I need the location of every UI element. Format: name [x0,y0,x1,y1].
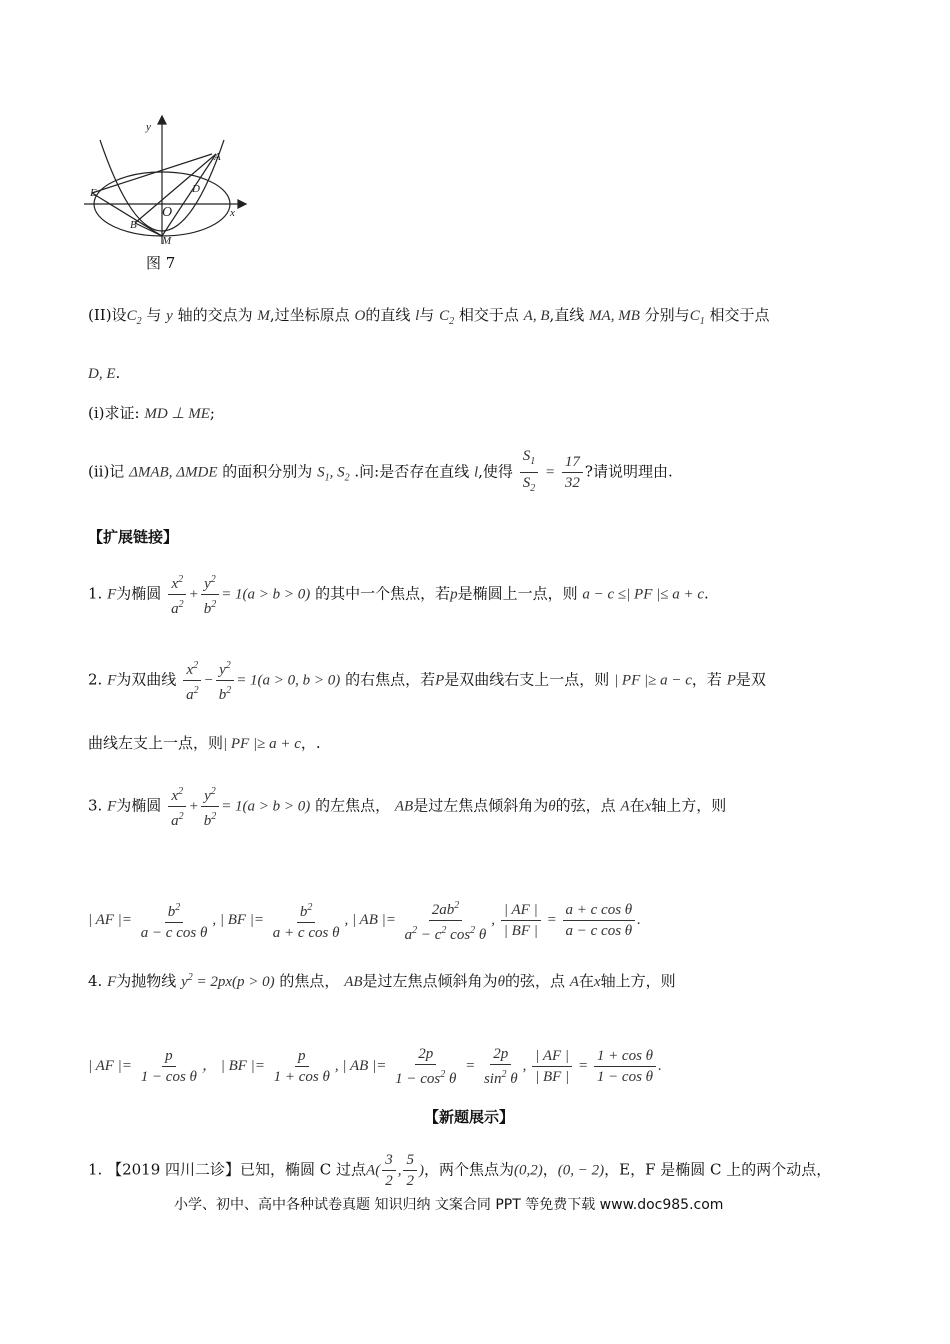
m: = 1(a > b > 0) [221,586,311,603]
t: θ [445,1071,457,1087]
t: 1 + cos θ [594,1046,656,1067]
fraction [168,782,187,831]
t: | BF | [503,923,538,939]
footer-text: 小学、初中、高中各种试卷真题 知识归纳 文案合同 PPT 等免费下载 www.doc985.com [174,1197,724,1213]
t: | BF | [535,1069,570,1085]
t: 为椭圆 [116,584,162,603]
m: D, E [88,366,116,382]
t: ?请说明理由. [584,462,673,481]
part2-ii [88,446,673,499]
t: | BF |= [220,1057,265,1074]
t: 3. [88,796,103,815]
fraction [271,1046,333,1087]
m: x [593,974,601,990]
sub: 1 [530,456,536,467]
m: (0,2) [513,1162,543,1179]
t: | AF |= [88,911,132,928]
sup: 2 [412,925,418,936]
t: a [171,601,179,617]
sup: 2 [226,685,232,696]
item-3-formulas [88,896,641,945]
m: AB [344,974,363,990]
sup: 2 [210,786,216,797]
t: cos [446,927,471,943]
t: y [204,788,211,804]
sup: 2 [193,660,199,671]
label-m: M [162,235,172,247]
t: 曲线左支上一点，则 [88,734,224,752]
label-o: O [162,205,173,220]
sup: 2 [470,925,476,936]
sup: 2 [187,972,193,983]
m: + [188,798,199,815]
sup: 2 [210,574,216,585]
t: 的弦，点 [555,796,616,815]
fraction [501,900,541,941]
t: 为抛物线 [116,972,177,990]
sub: 2 [136,316,142,327]
item-3 [88,782,726,831]
t: 为椭圆 [116,796,162,815]
t: 2 [385,1173,393,1189]
m: A, B [523,308,550,324]
t: 1 + cos θ [273,1069,330,1085]
t: 与 [419,306,435,324]
m: , [397,1162,402,1179]
m: C [439,308,450,324]
sup: 2 [175,902,181,913]
m: F [107,586,117,603]
item-2 [88,656,766,705]
m: F [107,672,117,689]
t: θ [475,927,487,943]
m: F [107,798,117,815]
t: S [522,475,531,491]
sup: 2 [307,902,313,913]
part2-i [88,402,215,423]
t: p [162,1046,176,1067]
t: x [186,662,194,678]
t: | AB |= [351,911,396,928]
t: b [167,904,176,920]
m: AB [394,798,414,815]
t: 1. [88,584,103,603]
sup: 2 [178,786,184,797]
m: ) [418,1162,424,1179]
fraction [201,782,220,831]
t: x [171,788,179,804]
fraction [563,900,636,941]
t: | BF |= [219,911,265,928]
t: a − c cos θ [565,923,633,939]
t: a [171,813,179,829]
t: 5 [403,1150,417,1171]
t: 是双曲线右支上一点，则 [444,670,610,689]
t: 2p [490,1044,511,1065]
fraction [594,1046,656,1087]
m: l [473,464,479,481]
fraction [138,1046,200,1087]
m: = [545,464,556,481]
t: x [171,576,179,592]
fraction [382,1150,396,1191]
t: 1 − cos [395,1071,441,1087]
label-y: y [146,121,151,133]
t: | AB |= [342,1057,387,1074]
t: a + c cos θ [272,925,340,941]
t: 分别与 [644,306,690,324]
m: S [317,464,325,481]
sup: 2 [211,811,217,822]
t: b [203,813,212,829]
t: ，若 [691,670,722,689]
t: a [186,687,194,703]
t: 2ab [431,902,455,918]
t: , [491,911,496,928]
m: M [257,308,270,324]
t: 轴上方，则 [651,796,727,815]
t: ，两个焦点为 [423,1160,514,1179]
fraction [403,1150,417,1191]
t: 的弦，点 [504,972,565,990]
t: 3 [382,1150,396,1171]
m: x [644,798,652,815]
t: 为双曲线 [116,670,177,689]
label-d: D [192,183,200,195]
t: 的右焦点，若 [345,670,436,689]
m: C [689,308,700,324]
m: MD ⊥ ME [144,406,210,422]
label-x: x [230,207,235,219]
t: . [115,364,121,382]
t: 的直线 [365,306,411,324]
sup: 2 [441,925,447,936]
m: − [203,672,214,689]
t: θ [506,1071,518,1087]
t: 的焦点， [279,972,340,990]
sub: 1 [324,472,330,484]
t: b [203,601,212,617]
t: 1. 【2019 四川二诊】已知，椭圆 C 过点 [88,1160,367,1179]
part2-line1 [88,304,770,327]
fraction [168,570,187,619]
t: ，E，F 是椭圆 C 上的两个动点， [604,1160,832,1179]
t: (ii)记 [88,462,125,481]
m: θ [497,974,505,990]
t: 的左焦点， [315,796,391,815]
t: 是过左焦点倾斜角为 [362,972,498,990]
fraction [138,898,211,943]
t: (i)求证: [88,404,140,422]
m: O [354,308,366,324]
t: p [295,1046,309,1067]
section-extension-links: 【扩展链接】 [88,528,179,546]
t: 是椭圆上一点，则 [457,584,578,603]
t: 17 [562,452,583,473]
t: 32 [564,475,580,491]
sup: 2 [193,685,199,696]
fraction [201,570,220,619]
m: A [569,974,579,990]
t: 轴的交点为 [177,306,253,324]
t: 2. [88,670,103,689]
fraction [532,1046,572,1087]
m: ΔMAB, ΔMDE [129,464,218,481]
m: F [107,974,117,990]
item-2-cont [88,732,321,753]
t: .问:是否存在直线 [354,462,470,481]
t: 与 [146,306,162,324]
m: p [450,586,458,603]
item-4-formulas [88,1044,662,1089]
t: ,使得 [478,462,513,481]
t: . [658,1057,662,1074]
t: , [212,911,217,928]
fraction [402,896,490,945]
figure-caption: 图 7 [146,254,176,272]
m: = 2px(p > 0) [192,974,275,990]
sub: 1 [699,316,705,327]
sub: 2 [344,472,350,484]
t: a − c cos θ [140,925,208,941]
sup: 2 [440,1069,446,1080]
t: | AF |= [88,1057,132,1074]
fraction [392,1044,459,1089]
m: = 1(a > b > 0) [221,798,311,815]
m: y [166,308,173,324]
fraction [520,446,539,499]
m: P [435,672,445,689]
fraction [481,1044,521,1089]
sup: 2 [225,660,231,671]
t: | AF | [532,1046,572,1067]
item-4 [88,970,676,991]
m: | PF |≥ a − c [614,672,692,689]
t: ，. [300,734,321,752]
t: , [334,1057,339,1074]
t: . [704,584,709,603]
t: ,直线 [549,306,585,324]
sub: 2 [449,316,455,327]
part2-line2 [88,364,120,383]
t: 相交于点 [709,306,770,324]
t: a + c cos θ [563,900,636,921]
label-b: B [130,219,137,231]
m: = 1(a > 0, b > 0) [236,672,341,689]
m: , S [329,464,345,481]
t: − c [417,927,442,943]
fraction [562,452,583,493]
fraction [270,898,343,943]
t: | AF | [501,900,541,921]
t: S [522,448,531,464]
t: b [218,687,227,703]
t: , [522,1057,527,1074]
t: y [204,576,211,592]
t: y [219,662,226,678]
m: l [415,308,420,324]
t: , [344,911,349,928]
t: 在 [629,796,645,815]
t: 1 − cos θ [140,1069,197,1085]
t: ， [201,1057,217,1074]
fraction [216,656,235,705]
t: 2p [415,1044,436,1065]
m: + [188,586,199,603]
sup: 2 [211,599,217,610]
t: 2 [406,1173,414,1189]
item-1 [88,570,709,619]
m: A [620,798,630,815]
m: y [181,974,188,990]
new-question-1 [88,1150,831,1191]
t: (II)设 [88,306,127,324]
m: MA, MB [589,308,640,324]
t: 4. [88,972,103,990]
t: = [465,1057,476,1074]
m: a − c ≤| PF |≤ a + c [582,586,704,603]
m: C [126,308,137,324]
t: ; [209,404,215,422]
t: = [546,911,557,928]
t: 相交于点 [458,306,519,324]
fraction [183,656,202,705]
sub: 2 [530,483,536,494]
t: a [404,927,413,943]
t: sin [483,1071,502,1087]
t: . [637,911,641,928]
m: A( [366,1162,381,1179]
sup: 2 [178,574,184,585]
t: 的其中一个焦点，若 [315,584,451,603]
t: 1 − cos θ [596,1069,654,1085]
sup: 2 [501,1069,507,1080]
label-a: A [214,151,221,163]
t: = [577,1057,589,1074]
t: b [299,904,308,920]
t: 是过左焦点倾斜角为 [413,796,549,815]
m: (0, − 2) [557,1162,605,1179]
t: 轴上方，则 [600,972,676,990]
m: | PF |≥ a + c [223,736,301,752]
sup: 2 [454,900,460,911]
t: ， [542,1160,558,1179]
t: 在 [578,972,594,990]
m: P [726,672,736,689]
t: ,过坐标原点 [269,306,350,324]
t: 是双 [735,670,766,689]
sup: 2 [178,599,184,610]
t: 的面积分别为 [222,462,313,481]
m: θ [548,798,556,815]
sup: 2 [178,811,184,822]
section-new-questions: 【新题展示】 [424,1108,515,1126]
label-e: E [90,187,97,199]
